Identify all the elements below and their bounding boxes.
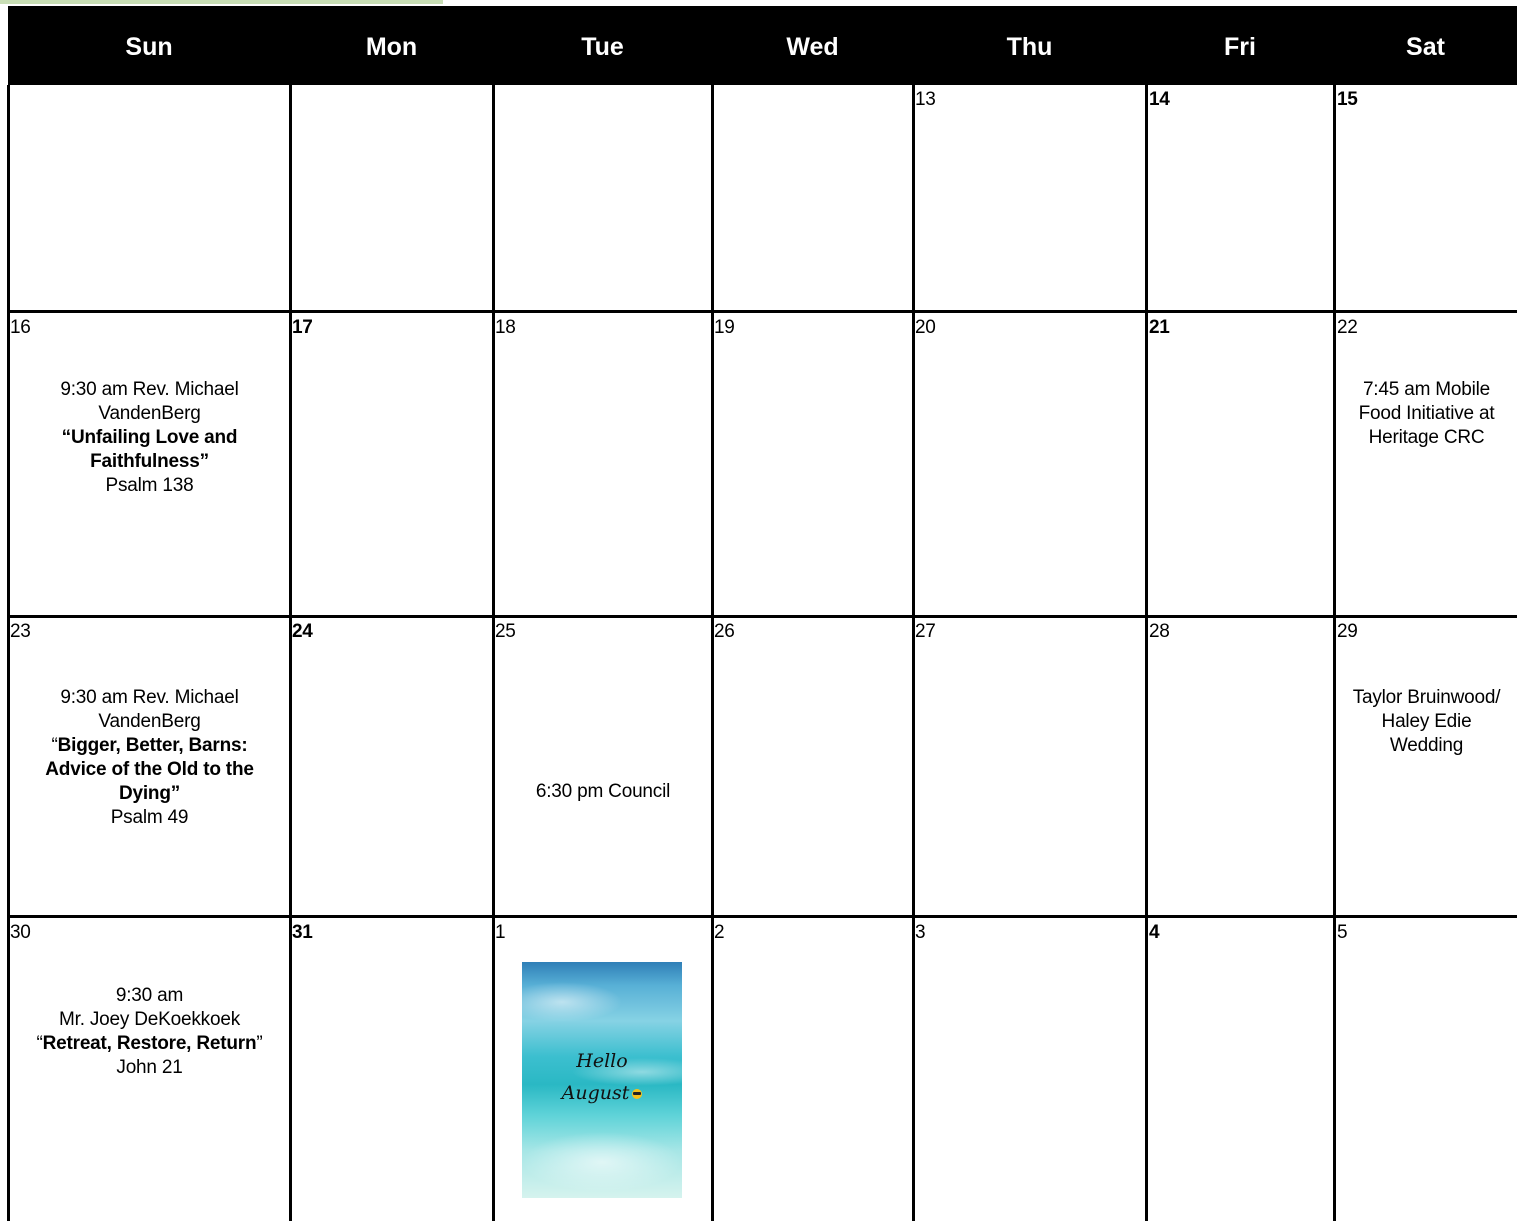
date-29[interactable]: 29 xyxy=(1337,621,1358,642)
event-time: 9:30 am xyxy=(115,985,184,1006)
close-quote: ” xyxy=(256,1033,263,1054)
event-mobile-food-22[interactable] xyxy=(1336,378,1517,450)
date-14[interactable]: 14 xyxy=(1149,89,1170,110)
event-worship-16[interactable] xyxy=(10,378,289,498)
date-24[interactable]: 24 xyxy=(292,621,313,642)
event-wedding-29[interactable] xyxy=(1336,686,1517,758)
hello-august-image xyxy=(522,962,682,1198)
sermon-title: “Unfailing Love and xyxy=(61,427,238,448)
date-26[interactable]: 26 xyxy=(714,621,735,642)
event-speaker: VandenBerg xyxy=(98,711,201,732)
event-speaker: Mr. Joey DeKoekkoek xyxy=(58,1009,240,1030)
date-22[interactable]: 22 xyxy=(1337,317,1358,338)
date-4[interactable]: 4 xyxy=(1149,922,1160,943)
sermon-title xyxy=(10,734,289,758)
date-3[interactable]: 3 xyxy=(915,922,926,943)
sermon-title xyxy=(10,1032,289,1056)
date-19[interactable]: 19 xyxy=(714,317,735,338)
event-worship-30[interactable] xyxy=(10,984,289,1080)
date-30[interactable]: 30 xyxy=(10,922,31,943)
event-council-25[interactable]: 6:30 pm Council xyxy=(535,781,671,802)
grid-line xyxy=(1145,85,1148,1221)
date-5[interactable]: 5 xyxy=(1337,922,1348,943)
date-17[interactable]: 17 xyxy=(292,317,313,338)
date-1[interactable]: 1 xyxy=(495,922,506,943)
event-line: 7:45 am Mobile xyxy=(1362,379,1491,400)
event-time-speaker: 9:30 am Rev. Michael xyxy=(60,687,239,708)
event-line: Taylor Bruinwood/ xyxy=(1352,687,1501,708)
weekday-thu: Thu xyxy=(1006,33,1053,61)
date-27[interactable]: 27 xyxy=(915,621,936,642)
sermon-title-part: Advice of the Old to the xyxy=(45,759,254,780)
date-13[interactable]: 13 xyxy=(915,89,936,110)
weekday-fri: Fri xyxy=(1224,33,1256,61)
scripture-ref: John 21 xyxy=(116,1057,183,1078)
event-line: Haley Edie xyxy=(1381,711,1472,732)
event-line: Food Initiative at xyxy=(1358,403,1495,424)
date-15[interactable]: 15 xyxy=(1337,89,1358,110)
scripture-ref: Psalm 138 xyxy=(105,475,194,496)
sermon-title: Faithfulness” xyxy=(90,451,209,472)
august-text-row xyxy=(522,1082,682,1104)
grid-line xyxy=(7,915,1517,918)
sermon-title-part: Dying” xyxy=(118,783,181,804)
sunglasses-emoji-icon xyxy=(632,1089,642,1099)
grid-line xyxy=(289,85,292,1221)
accent-strip xyxy=(0,0,443,4)
sermon-title-part: Retreat, Restore, Return xyxy=(42,1033,257,1054)
sermon-title-part: Bigger, Better, Barns: xyxy=(57,735,248,756)
event-worship-23[interactable] xyxy=(10,686,289,830)
event-line: Heritage CRC xyxy=(1368,427,1485,448)
weekday-mon: Mon xyxy=(365,33,418,61)
open-quote: “ xyxy=(36,1033,43,1054)
open-quote: “ xyxy=(51,735,58,756)
date-23[interactable]: 23 xyxy=(10,621,31,642)
grid-line xyxy=(711,85,714,1221)
date-21[interactable]: 21 xyxy=(1149,317,1170,338)
event-time-speaker: 9:30 am Rev. Michael xyxy=(60,379,239,400)
scripture-ref: Psalm 49 xyxy=(110,807,189,828)
date-2[interactable]: 2 xyxy=(714,922,725,943)
date-20[interactable]: 20 xyxy=(915,317,936,338)
weekday-sun: Sun xyxy=(125,33,173,61)
date-25[interactable]: 25 xyxy=(495,621,516,642)
weekday-wed: Wed xyxy=(786,33,839,61)
hello-text: Hello xyxy=(576,1050,628,1072)
date-28[interactable]: 28 xyxy=(1149,621,1170,642)
grid-line xyxy=(492,85,495,1221)
date-18[interactable]: 18 xyxy=(495,317,516,338)
date-31[interactable]: 31 xyxy=(292,922,313,943)
date-16[interactable]: 16 xyxy=(10,317,31,338)
event-line: Wedding xyxy=(1389,735,1464,756)
august-text: August xyxy=(561,1082,630,1104)
grid-line xyxy=(1333,85,1336,1221)
weekday-sat: Sat xyxy=(1406,33,1445,61)
grid-line xyxy=(7,310,1517,313)
grid-line xyxy=(912,85,915,1221)
event-speaker: VandenBerg xyxy=(98,403,201,424)
grid-line xyxy=(7,615,1517,618)
weekday-tue: Tue xyxy=(581,33,624,61)
